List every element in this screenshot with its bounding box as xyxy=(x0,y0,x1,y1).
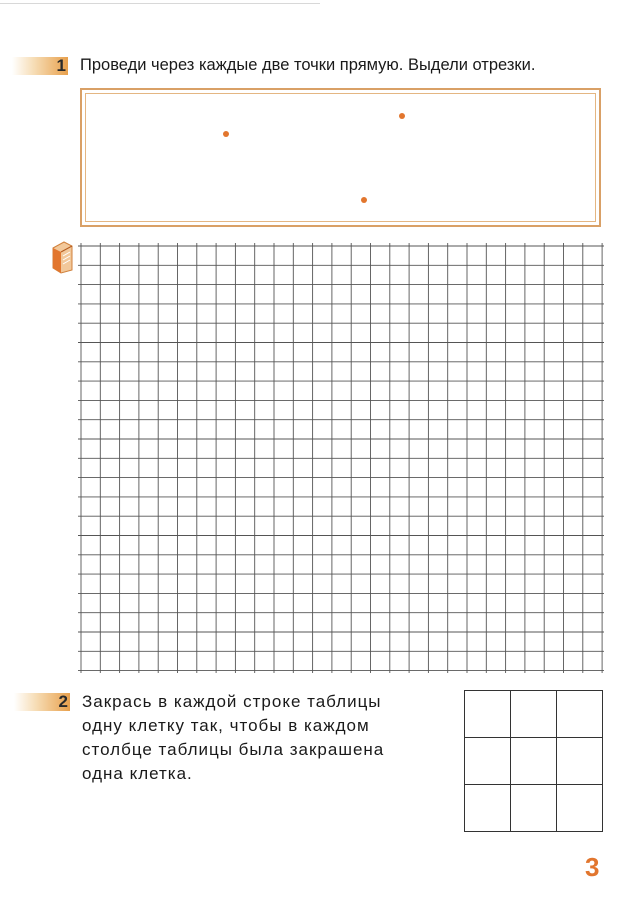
table-cell[interactable] xyxy=(557,738,603,785)
point-b[interactable] xyxy=(399,113,405,119)
table-cell[interactable] xyxy=(557,691,603,738)
squared-grid[interactable] xyxy=(78,243,604,673)
point-c[interactable] xyxy=(361,197,367,203)
table-cell[interactable] xyxy=(511,738,557,785)
table-cell[interactable] xyxy=(557,785,603,832)
task1-frame-inner-border xyxy=(85,93,596,222)
page-number: 3 xyxy=(585,852,600,882)
task1-number: 1 xyxy=(56,56,66,75)
task2-instruction xyxy=(82,690,432,786)
table-cell[interactable] xyxy=(465,738,511,785)
table-cell[interactable] xyxy=(511,785,557,832)
table-cell[interactable] xyxy=(465,785,511,832)
table-cell[interactable] xyxy=(465,691,511,738)
task2-line: Закрась в каждой строке таблицы xyxy=(82,692,382,711)
table-cell[interactable] xyxy=(511,691,557,738)
task2-line: одну клетку так, чтобы в каждом xyxy=(82,716,370,735)
task2-number-badge xyxy=(14,693,70,711)
task1-number-badge xyxy=(12,57,68,75)
task1-points-frame[interactable] xyxy=(80,88,601,227)
top-divider xyxy=(0,3,320,4)
notebook-icon xyxy=(50,240,74,274)
coloring-table xyxy=(464,690,603,832)
task1-instruction: Проведи через каждые две точки прямую. Выдели отрезки. xyxy=(80,56,536,74)
point-a[interactable] xyxy=(223,131,229,137)
task2-number: 2 xyxy=(58,692,68,711)
task2-line: одна клетка. xyxy=(82,764,193,783)
task2-line: столбце таблицы была закрашена xyxy=(82,740,385,759)
